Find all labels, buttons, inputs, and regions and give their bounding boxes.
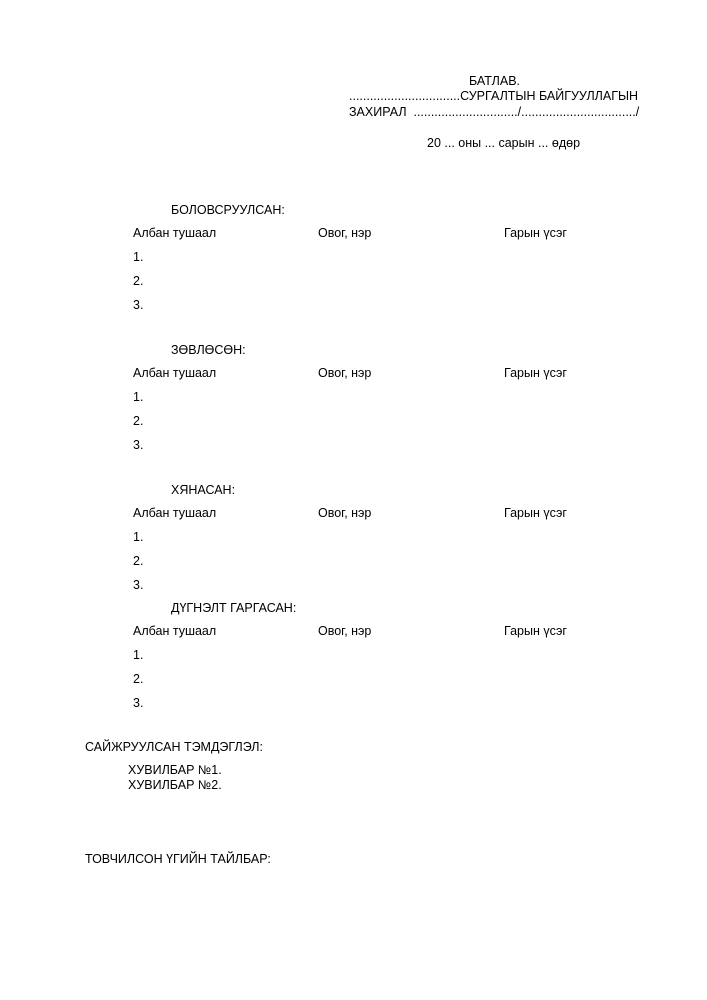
column-name-label: Овог, нэр <box>318 506 372 520</box>
abbreviations-title: ТОВЧИЛСОН ҮГИЙН ТАЙЛБАР: <box>85 852 271 866</box>
column-position-label: Албан тушаал <box>133 624 217 638</box>
column-position-label: Албан тушаал <box>133 506 217 520</box>
row-number: 2. <box>133 672 144 686</box>
column-name-label: Овог, нэр <box>318 226 372 240</box>
row-number: 3. <box>133 438 144 452</box>
row-number: 3. <box>133 578 144 592</box>
section-advised-title: ЗӨВЛӨСӨН: <box>171 343 246 357</box>
column-position-label: Албан тушаал <box>133 366 217 380</box>
row-number: 2. <box>133 274 144 288</box>
column-name-label: Овог, нэр <box>318 366 372 380</box>
revision-item: ХУВИЛБАР №2. <box>128 778 222 792</box>
row-number: 3. <box>133 298 144 312</box>
column-name-label: Овог, нэр <box>318 624 372 638</box>
column-position-label: Албан тушаал <box>133 226 217 240</box>
approval-title: БАТЛАВ. <box>469 74 521 88</box>
revision-item: ХУВИЛБАР №1. <box>128 763 222 777</box>
row-number: 1. <box>133 250 144 264</box>
row-number: 2. <box>133 414 144 428</box>
row-number: 2. <box>133 554 144 568</box>
approval-org-line: ................................СУРГАЛТЫН БАЙГУУЛЛАГЫН <box>349 89 639 103</box>
row-number: 3. <box>133 696 144 710</box>
section-reviewed-title: ХЯНАСАН: <box>171 483 236 497</box>
column-signature-label: Гарын үсэг <box>504 506 567 520</box>
approval-date-line: 20 ... оны ... сарын ... өдөр <box>427 136 581 150</box>
section-prepared-title: БОЛОВСРУУЛСАН: <box>171 203 285 217</box>
column-signature-label: Гарын үсэг <box>504 226 567 240</box>
revision-notes-title: САЙЖРУУЛСАН ТЭМДЭГЛЭЛ: <box>85 740 263 754</box>
row-number: 1. <box>133 648 144 662</box>
column-signature-label: Гарын үсэг <box>504 366 567 380</box>
approval-director-line: ЗАХИРАЛ ............................../................................./ <box>349 105 640 119</box>
row-number: 1. <box>133 390 144 404</box>
column-signature-label: Гарын үсэг <box>504 624 567 638</box>
section-concluded-title: ДҮГНЭЛТ ГАРГАСАН: <box>171 601 297 615</box>
row-number: 1. <box>133 530 144 544</box>
